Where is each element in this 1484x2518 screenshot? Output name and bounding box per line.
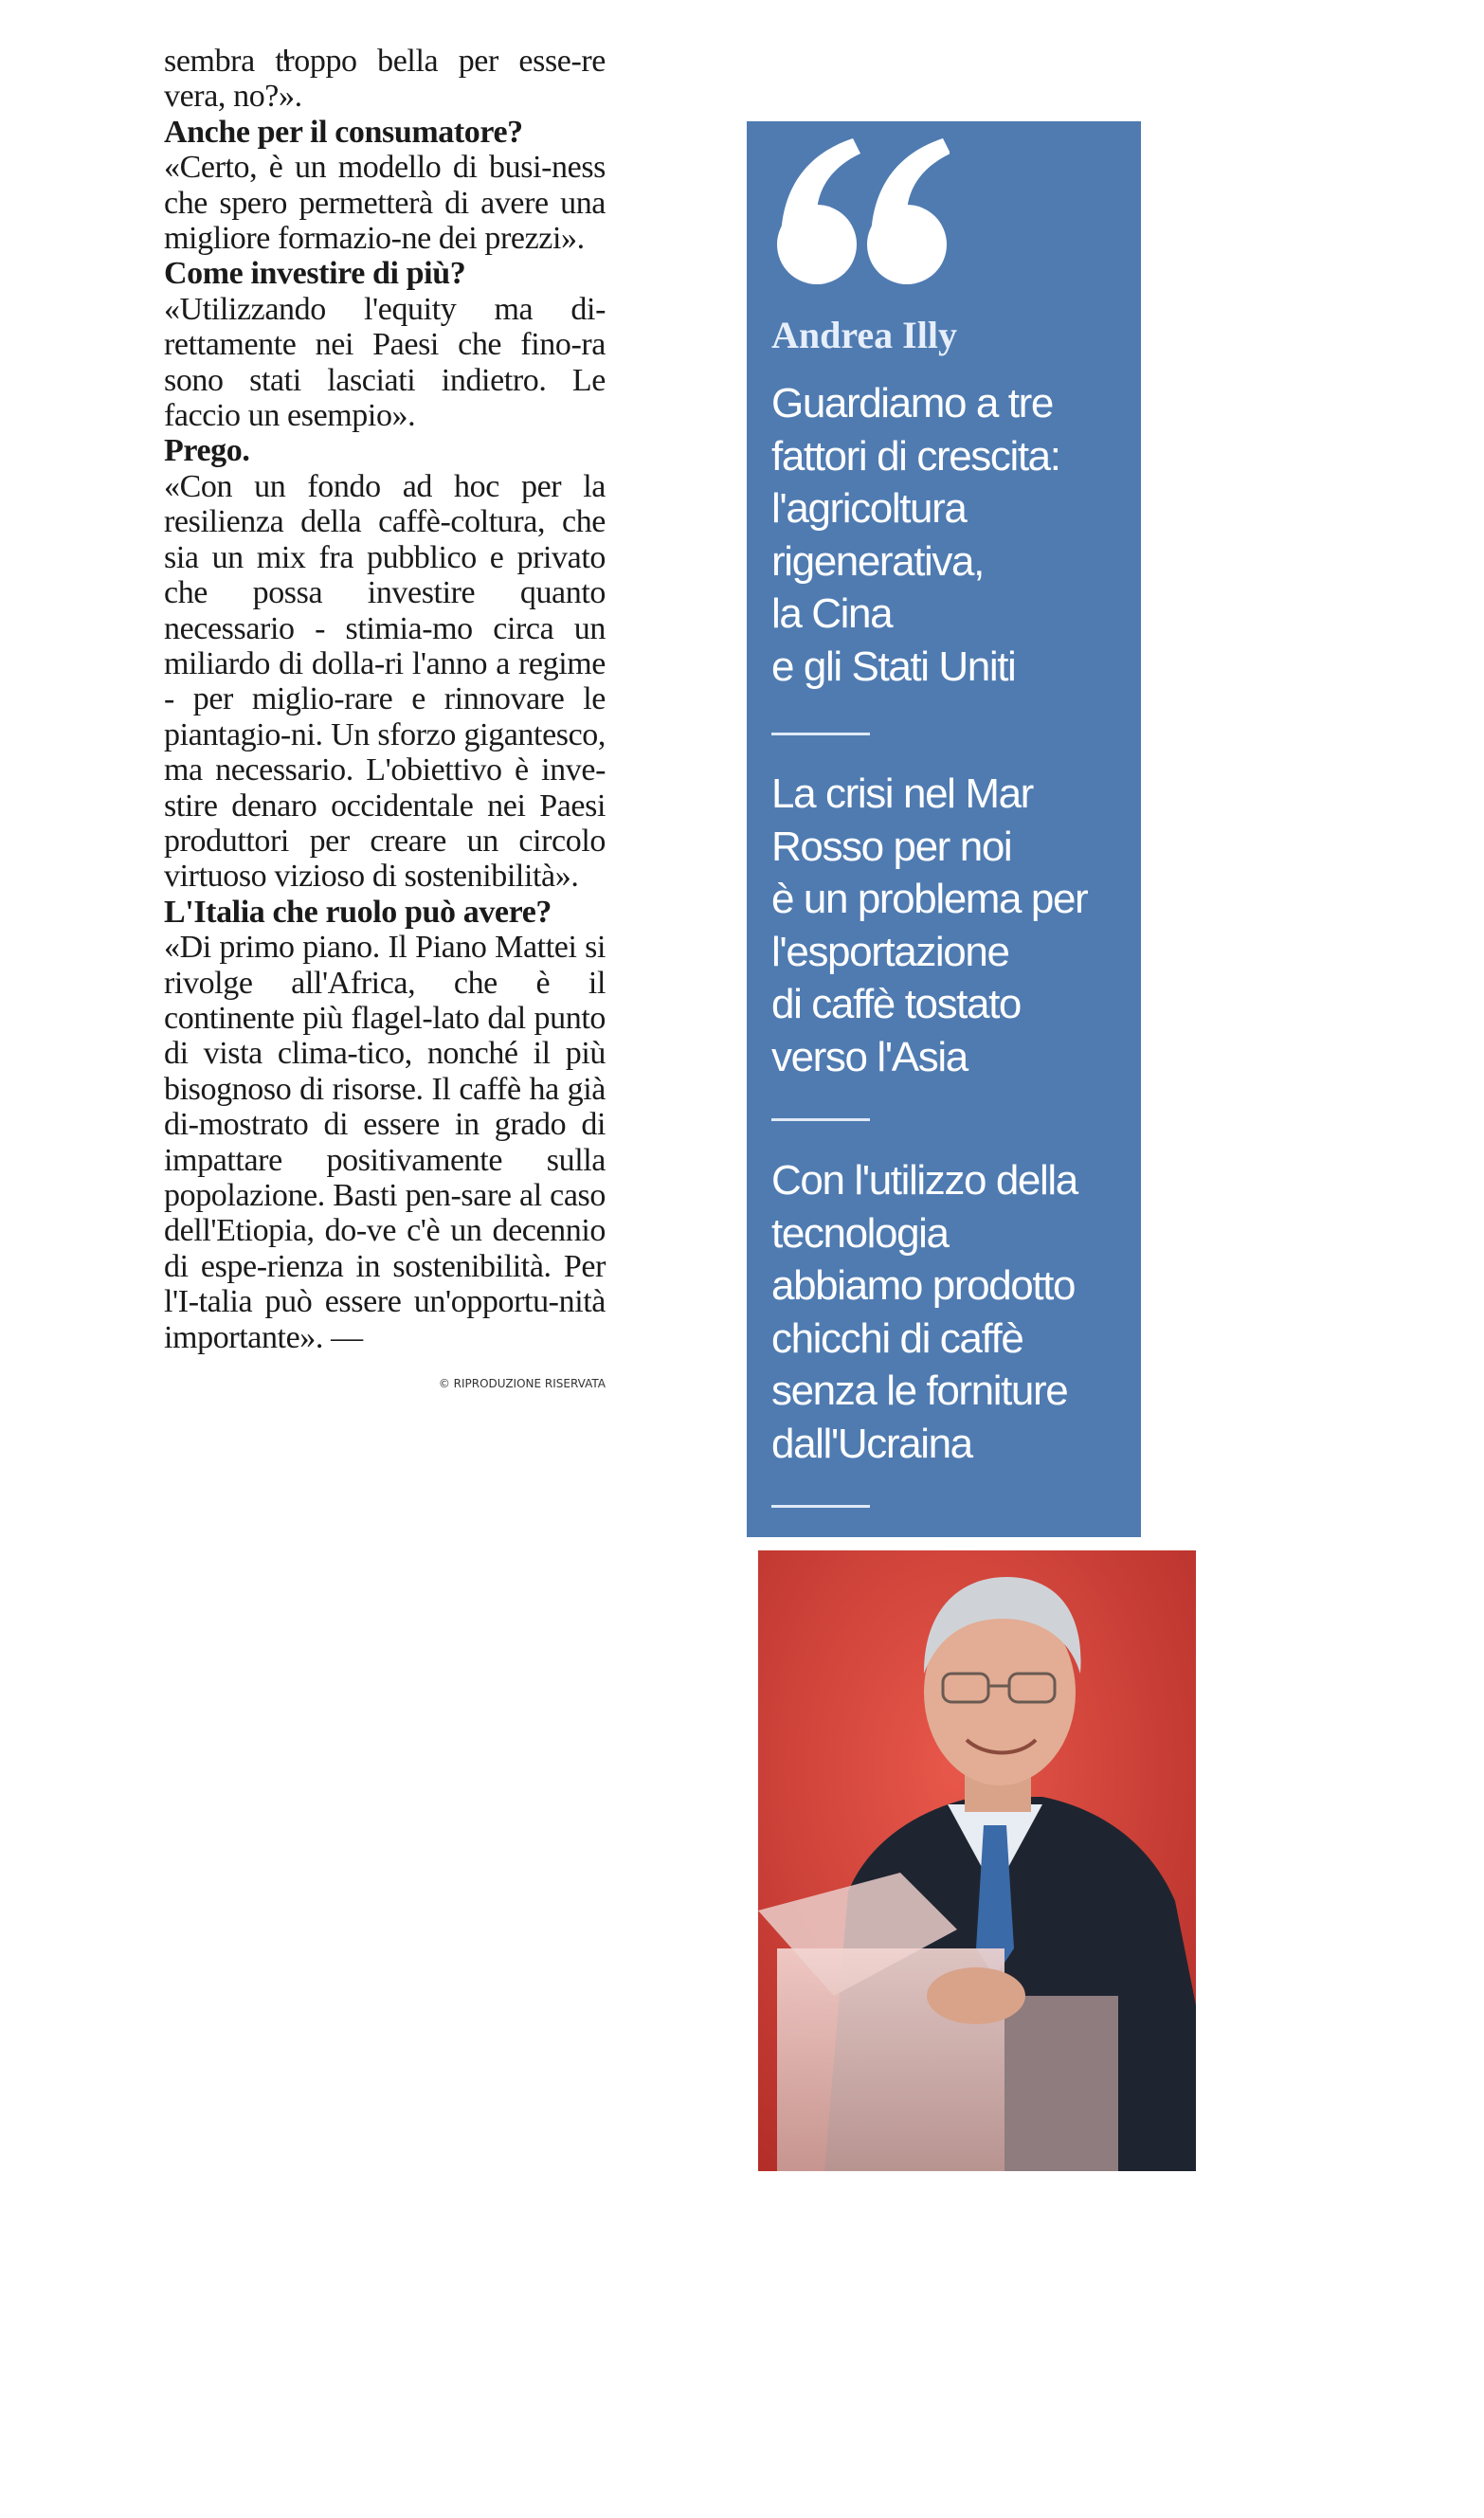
quote-mark-icon bbox=[769, 131, 950, 301]
article-answer: «Di primo piano. Il Piano Mattei si rivolge all'Africa, che è il continente più flagel-lato dal punto di vista clima-tico, nonché il più bisognoso di risorse. Il caffè ha già di-mostrato di essere in grado di impattare positivamente sulla popolazione. Basti pen-sare al caso dell'Etiopia, do-ve c'è un decennio di espe-rienza in sostenibilità. Per l'I-talia può essere un'opportu-nità importante». — bbox=[164, 930, 606, 1355]
article-column bbox=[164, 44, 606, 1391]
article-answer: sembra troppo bella per esse-re vera, no?». bbox=[164, 44, 606, 115]
quote-divider bbox=[771, 1505, 870, 1508]
article-question: Anche per il consumatore? bbox=[164, 114, 523, 150]
pull-quote: La crisi nel Mar Rosso per noi è un problema per l'esportazione di caffè tostato verso l'Asia bbox=[771, 770, 1088, 1080]
article-answer: «Certo, è un modello di busi-ness che spero permetterà di avere una migliore formazio-ne dei prezzi». bbox=[164, 150, 606, 257]
quote-divider bbox=[771, 733, 870, 735]
article-question: L'Italia che ruolo può avere? bbox=[164, 894, 552, 930]
copyright-credit: © RIPRODUZIONE RISERVATA bbox=[438, 1377, 606, 1391]
article-answer: «Utilizzando l'equity ma di-rettamente nei Paesi che fino-ra sono stati lasciati indietro. Le faccio un esempio». bbox=[164, 291, 606, 434]
article-answer: «Con un fondo ad hoc per la resilienza della caffè-coltura, che sia un mix fra pubblico e privato che possa investire quanto necessario - stimia-mo circa un miliardo di dolla-ri l'anno a regime - per miglio-rare e rinnovare le piantagio-ni. Un sforzo gigantesco, ma necessario. L'obiettivo è inve-stire denaro occidentale nei Paesi produttori per creare un circolo virtuoso vizioso di sostenibilità». bbox=[164, 468, 606, 895]
quote-author: Andrea Illy bbox=[771, 314, 957, 356]
quote-divider bbox=[771, 1118, 870, 1121]
article-question: Prego. bbox=[164, 433, 250, 469]
portrait-photo bbox=[758, 1550, 1196, 2171]
pull-quote: Guardiamo a tre fattori di crescita: l'agricoltura rigenerativa, la Cina e gli Stati Uniti bbox=[771, 380, 1060, 690]
portrait-illustration bbox=[758, 1550, 1196, 2171]
pull-quote: Con l'utilizzo della tecnologia abbiamo prodotto chicchi di caffè senza le forniture dall'Ucraina bbox=[771, 1157, 1077, 1467]
article-question: Come investire di più? bbox=[164, 256, 466, 292]
quote-box bbox=[747, 121, 1141, 1537]
